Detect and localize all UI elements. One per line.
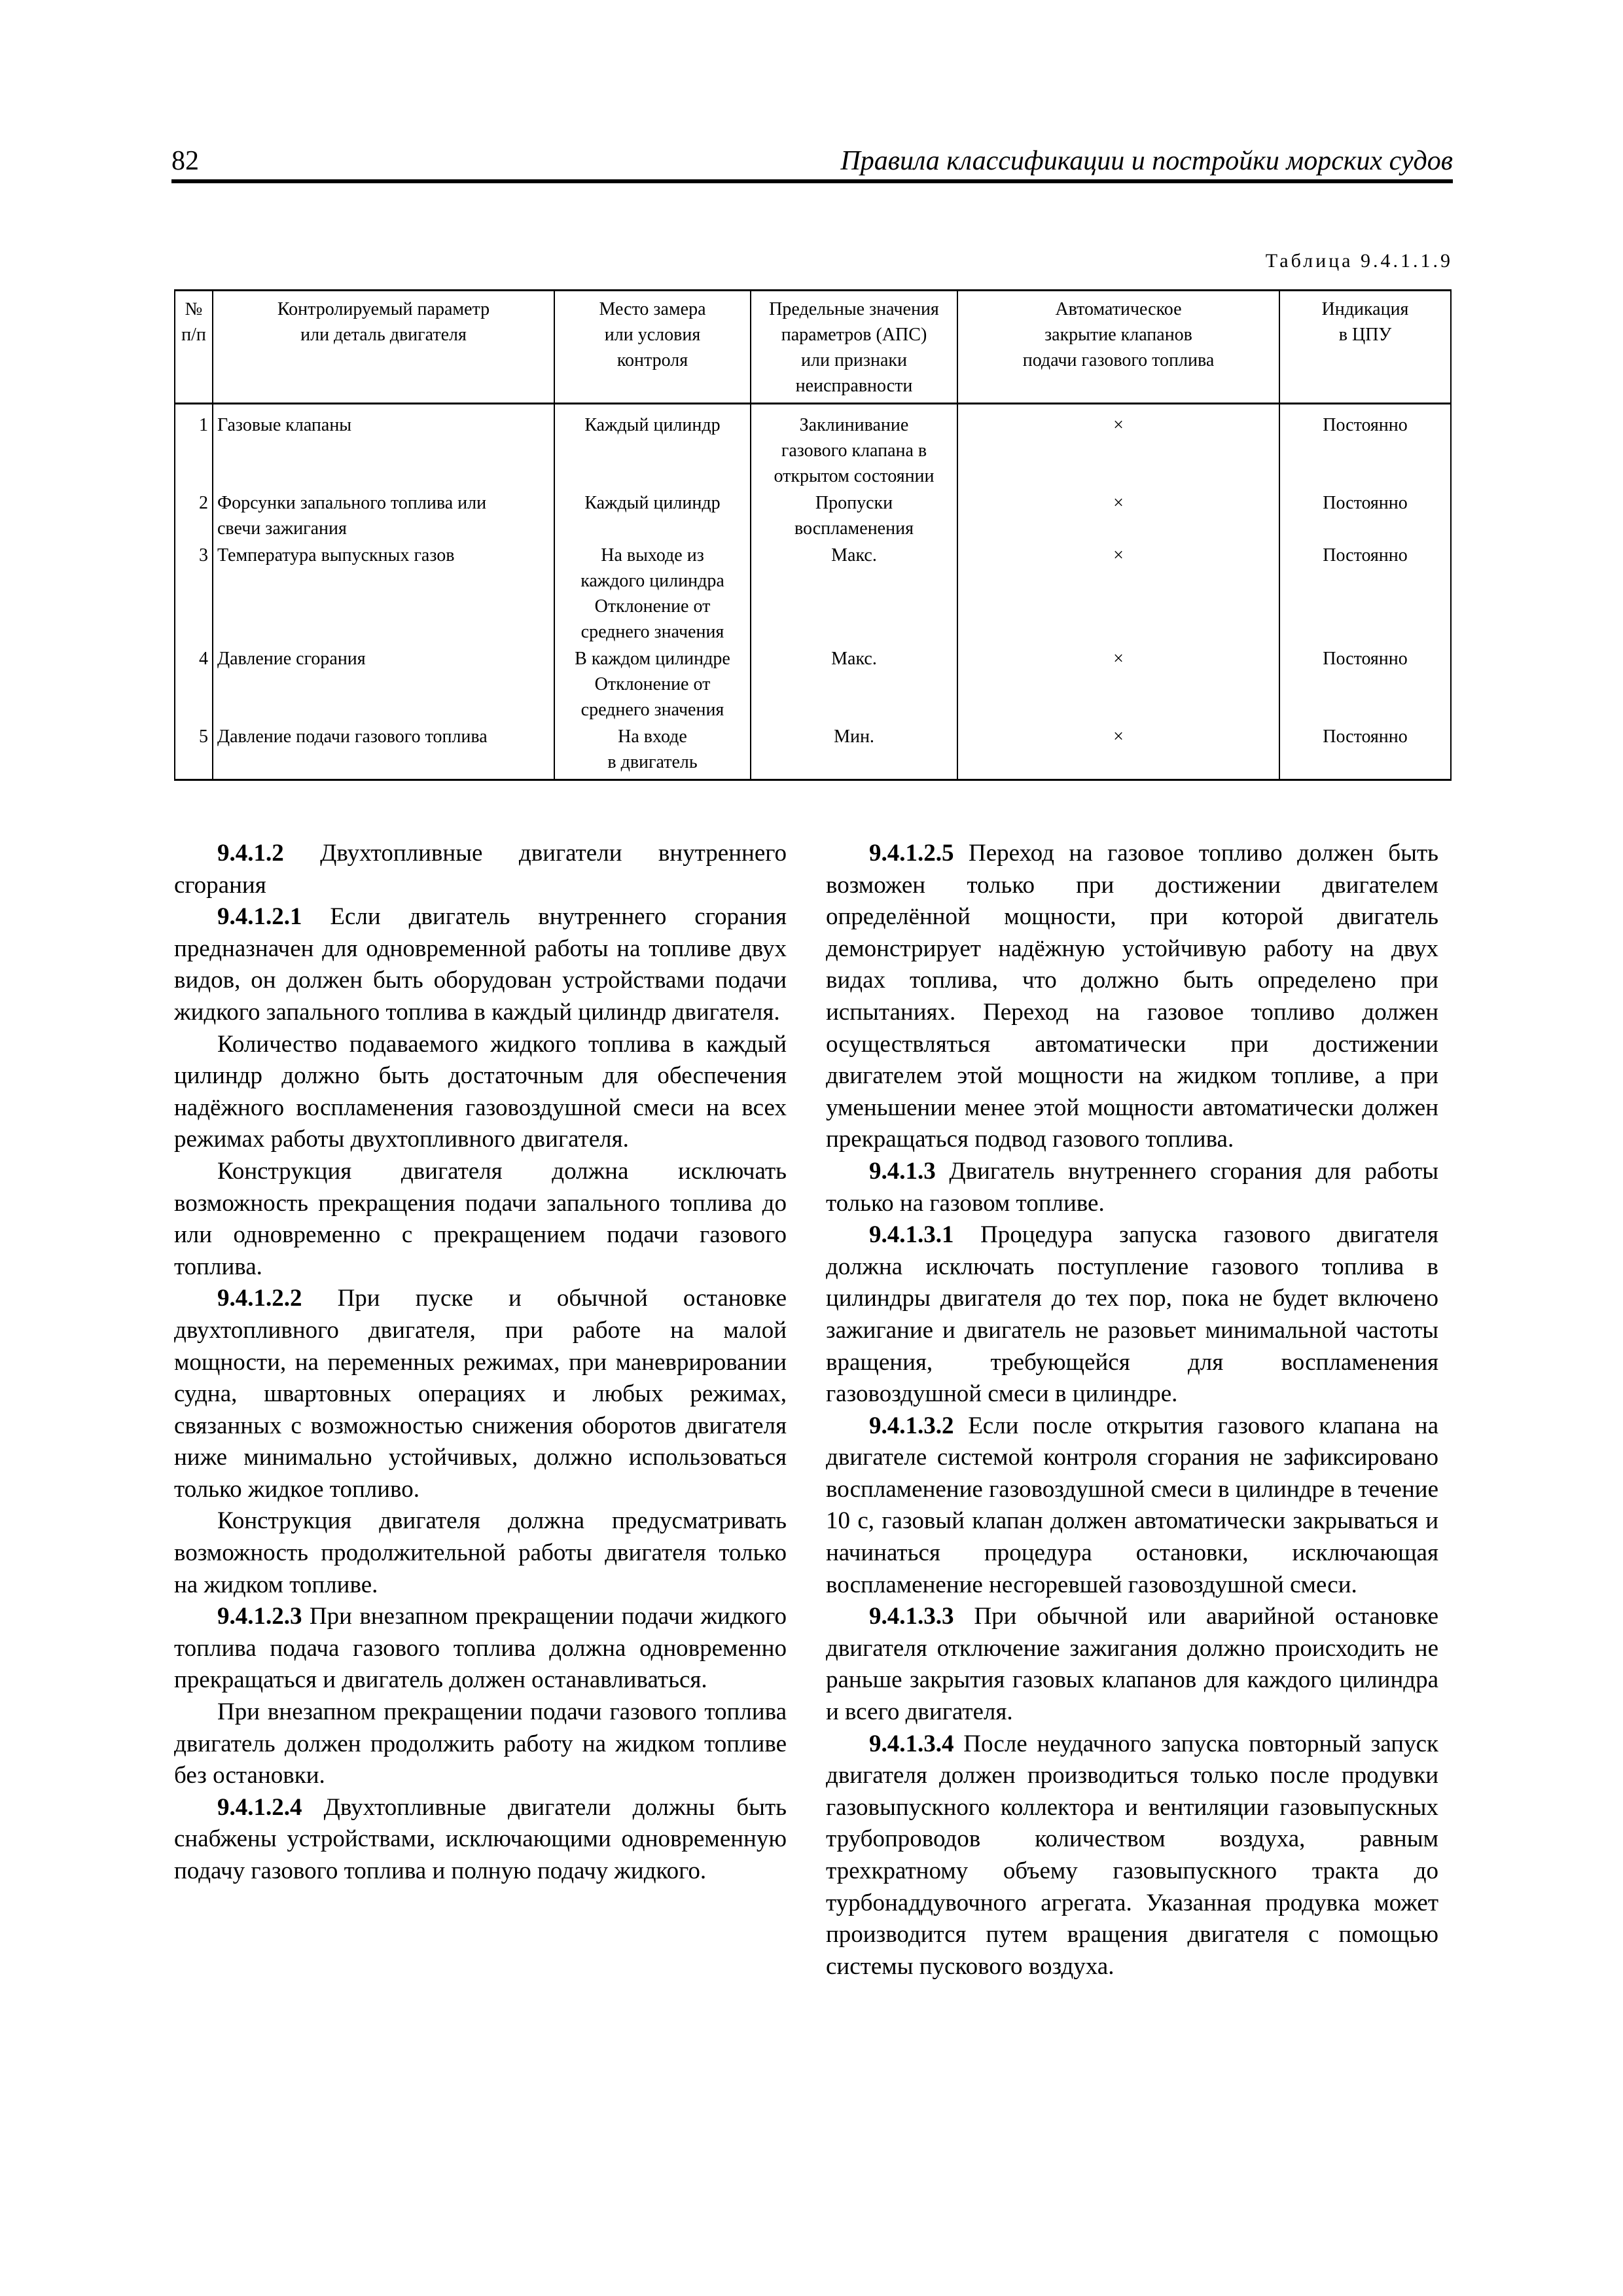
clause-number: 9.4.1.3.1 bbox=[869, 1221, 954, 1249]
row-limit: Макс. bbox=[751, 542, 957, 645]
column-header-parameter: Контролируемый параметр или деталь двигателя bbox=[213, 291, 554, 404]
parameters-table bbox=[174, 289, 1452, 781]
row-number: 2 bbox=[175, 490, 213, 542]
row-parameter: Давление подачи газового топлива bbox=[213, 723, 554, 780]
row-auto-close: × bbox=[957, 645, 1279, 723]
paragraph bbox=[826, 1156, 1438, 1219]
paragraph-text: Конструкция двигателя должна исключать возможность прекращения подачи запального топлива до или одновременно с прекращением подачи газового топлива. bbox=[174, 1157, 787, 1280]
paragraph-text: При внезапном прекращении подачи газового топлива двигатель должен продолжить работу на жидком топливе без остановки. bbox=[174, 1698, 787, 1789]
paragraph bbox=[174, 1156, 787, 1283]
paragraph-text: Конструкция двигателя должна предусматривать возможность продолжительной работы двигателя только на жидком топливе. bbox=[174, 1507, 787, 1598]
paragraph bbox=[826, 838, 1438, 1156]
row-limit: Макс. bbox=[751, 645, 957, 723]
row-indication: Постоянно bbox=[1279, 490, 1451, 542]
row-auto-close: × bbox=[957, 723, 1279, 780]
paragraph bbox=[174, 1601, 787, 1696]
clause-number: 9.4.1.3.2 bbox=[869, 1412, 954, 1439]
paragraph bbox=[174, 1696, 787, 1792]
clause-number: 9.4.1.2.3 bbox=[217, 1603, 302, 1630]
paragraph bbox=[174, 901, 787, 1028]
table-row bbox=[175, 645, 1451, 723]
row-place: В каждом цилиндре Отклонение от среднего значения bbox=[554, 645, 751, 723]
row-number: 5 bbox=[175, 723, 213, 780]
paragraph-text: Двухтопливные двигатели внутреннего сгорания bbox=[174, 840, 787, 899]
row-auto-close: × bbox=[957, 404, 1279, 490]
table-row bbox=[175, 490, 1451, 542]
paragraph bbox=[826, 1601, 1438, 1728]
row-limit: Мин. bbox=[751, 723, 957, 780]
column-header-number: № п/п bbox=[175, 291, 213, 404]
row-place: На входе в двигатель bbox=[554, 723, 751, 780]
page-header bbox=[171, 140, 1453, 183]
table-caption: Таблица 9.4.1.1.9 bbox=[1265, 250, 1453, 272]
page-number: 82 bbox=[171, 146, 199, 176]
column-header-place: Место замера или условия контроля bbox=[554, 291, 751, 404]
paragraph-text: Переход на газовое топливо должен быть возможен только при достижении двигателем определённой мощности, при которой двигатель демонстрирует надёжную устойчивую работу на двух видах топлива, что должно быть определено при испытаниях. Переход на газовое топливо должен осуществляться автоматически при достижении двигателем этой мощности на жидком топливе, а при уменьшении менее этой мощности автоматически должен прекращаться подвод газового топлива. bbox=[826, 840, 1438, 1153]
row-number: 4 bbox=[175, 645, 213, 723]
paragraph bbox=[826, 1219, 1438, 1410]
row-indication: Постоянно bbox=[1279, 404, 1451, 490]
row-number: 3 bbox=[175, 542, 213, 645]
row-parameter: Газовые клапаны bbox=[213, 404, 554, 490]
table-header-row bbox=[175, 291, 1451, 404]
clause-number: 9.4.1.2.2 bbox=[217, 1285, 302, 1312]
row-indication: Постоянно bbox=[1279, 542, 1451, 645]
clause-number: 9.4.1.3.3 bbox=[869, 1603, 954, 1630]
paragraph-text: При обычной или аварийной остановке двигателя отключение зажигания должно происходить не раньше закрытия газовых клапанов для каждого цилиндра и всего двигателя. bbox=[826, 1603, 1438, 1726]
row-parameter: Температура выпускных газов bbox=[213, 542, 554, 645]
column-header-indication: Индикация в ЦПУ bbox=[1279, 291, 1451, 404]
row-parameter: Форсунки запального топлива или свечи зажигания bbox=[213, 490, 554, 542]
clause-number: 9.4.1.3 bbox=[869, 1157, 936, 1185]
column-header-auto-close: Автоматическое закрытие клапанов подачи газового топлива bbox=[957, 291, 1279, 404]
paragraph-text: Процедура запуска газового двигателя должна исключать поступление газового топлива в цилиндры двигателя до тех пор, пока не будет включено зажигание и двигатель не разовьет минимальной частоты вращения, требующейся для воспламенения газовоздушной смеси в цилиндре. bbox=[826, 1221, 1438, 1408]
row-place: Каждый цилиндр bbox=[554, 490, 751, 542]
right-text-column bbox=[826, 838, 1438, 1982]
row-auto-close: × bbox=[957, 542, 1279, 645]
clause-number: 9.4.1.2.5 bbox=[869, 840, 954, 867]
row-indication: Постоянно bbox=[1279, 723, 1451, 780]
row-number: 1 bbox=[175, 404, 213, 490]
row-indication: Постоянно bbox=[1279, 645, 1451, 723]
left-text-column bbox=[174, 838, 787, 1888]
paragraph bbox=[174, 1029, 787, 1156]
clause-number: 9.4.1.2.4 bbox=[217, 1793, 302, 1821]
row-place: Каждый цилиндр bbox=[554, 404, 751, 490]
clause-number: 9.4.1.2.1 bbox=[217, 903, 302, 931]
paragraph bbox=[826, 1729, 1438, 1983]
row-limit: Заклинивание газового клапана в открытом состоянии bbox=[751, 404, 957, 490]
table-row bbox=[175, 404, 1451, 490]
column-header-limits: Предельные значения параметров (АПС) или признаки неисправности bbox=[751, 291, 957, 404]
paragraph-text: Если после открытия газового клапана на двигателе системой контроля сгорания не зафиксировано воспламенение газовоздушной смеси в цилиндре в течение 10 с, газовый клапан должен автоматически закрываться и начинаться процедура остановки, исключающая воспламенение несгоревшей газовоздушной смеси. bbox=[826, 1412, 1438, 1598]
paragraph-text: После неудачного запуска повторный запуск двигателя должен производиться только после продувки газовыпускного коллектора и вентиляции газовыпускных трубопроводов количеством воздуха, равным трехкратному объему газовыпускного тракта до турбонаддувочного агрегата. Указанная продувка может производится путем вращения двигателя с помощью системы пускового воздуха. bbox=[826, 1730, 1438, 1980]
paragraph-text: При внезапном прекращении подачи жидкого топлива подача газового топлива должна одновременно прекращаться и двигатель должен останавливаться. bbox=[174, 1603, 787, 1694]
paragraph-text: Если двигатель внутреннего сгорания предназначен для одновременной работы на топливе двух видов, он должен быть оборудован устройствами подачи жидкого запального топлива в каждый цилиндр двигателя. bbox=[174, 903, 787, 1026]
running-title: Правила классификации и постройки морских судов bbox=[840, 146, 1453, 176]
row-auto-close: × bbox=[957, 490, 1279, 542]
paragraph-text: Количество подаваемого жидкого топлива в каждый цилиндр должно быть достаточным для обеспечения надёжного воспламенения газовоздушной смеси на всех режимах работы двухтопливного двигателя. bbox=[174, 1030, 787, 1153]
paragraph bbox=[174, 838, 787, 901]
paragraph bbox=[174, 1505, 787, 1601]
table-row bbox=[175, 542, 1451, 645]
paragraph-text: При пуске и обычной остановке двухтопливного двигателя, при работе на малой мощности, на переменных режимах, при маневрировании судна, швартовных операциях и любых режимах, связанных с возможностью снижения оборотов двигателя ниже минимально устойчивых, должно использоваться только жидкое топливо. bbox=[174, 1285, 787, 1503]
row-parameter: Давление сгорания bbox=[213, 645, 554, 723]
clause-number: 9.4.1.2 bbox=[217, 840, 284, 867]
paragraph bbox=[826, 1410, 1438, 1602]
paragraph-text: Двигатель внутреннего сгорания для работы только на газовом топливе. bbox=[826, 1157, 1438, 1217]
paragraph-text: Двухтопливные двигатели должны быть снабжены устройствами, исключающими одновременную подачу газового топлива и полную подачу жидкого. bbox=[174, 1793, 787, 1884]
clause-number: 9.4.1.3.4 bbox=[869, 1730, 954, 1757]
paragraph bbox=[174, 1283, 787, 1505]
row-limit: Пропуски воспламенения bbox=[751, 490, 957, 542]
table-row bbox=[175, 723, 1451, 780]
row-place: На выходе из каждого цилиндра Отклонение от среднего значения bbox=[554, 542, 751, 645]
paragraph bbox=[174, 1792, 787, 1888]
